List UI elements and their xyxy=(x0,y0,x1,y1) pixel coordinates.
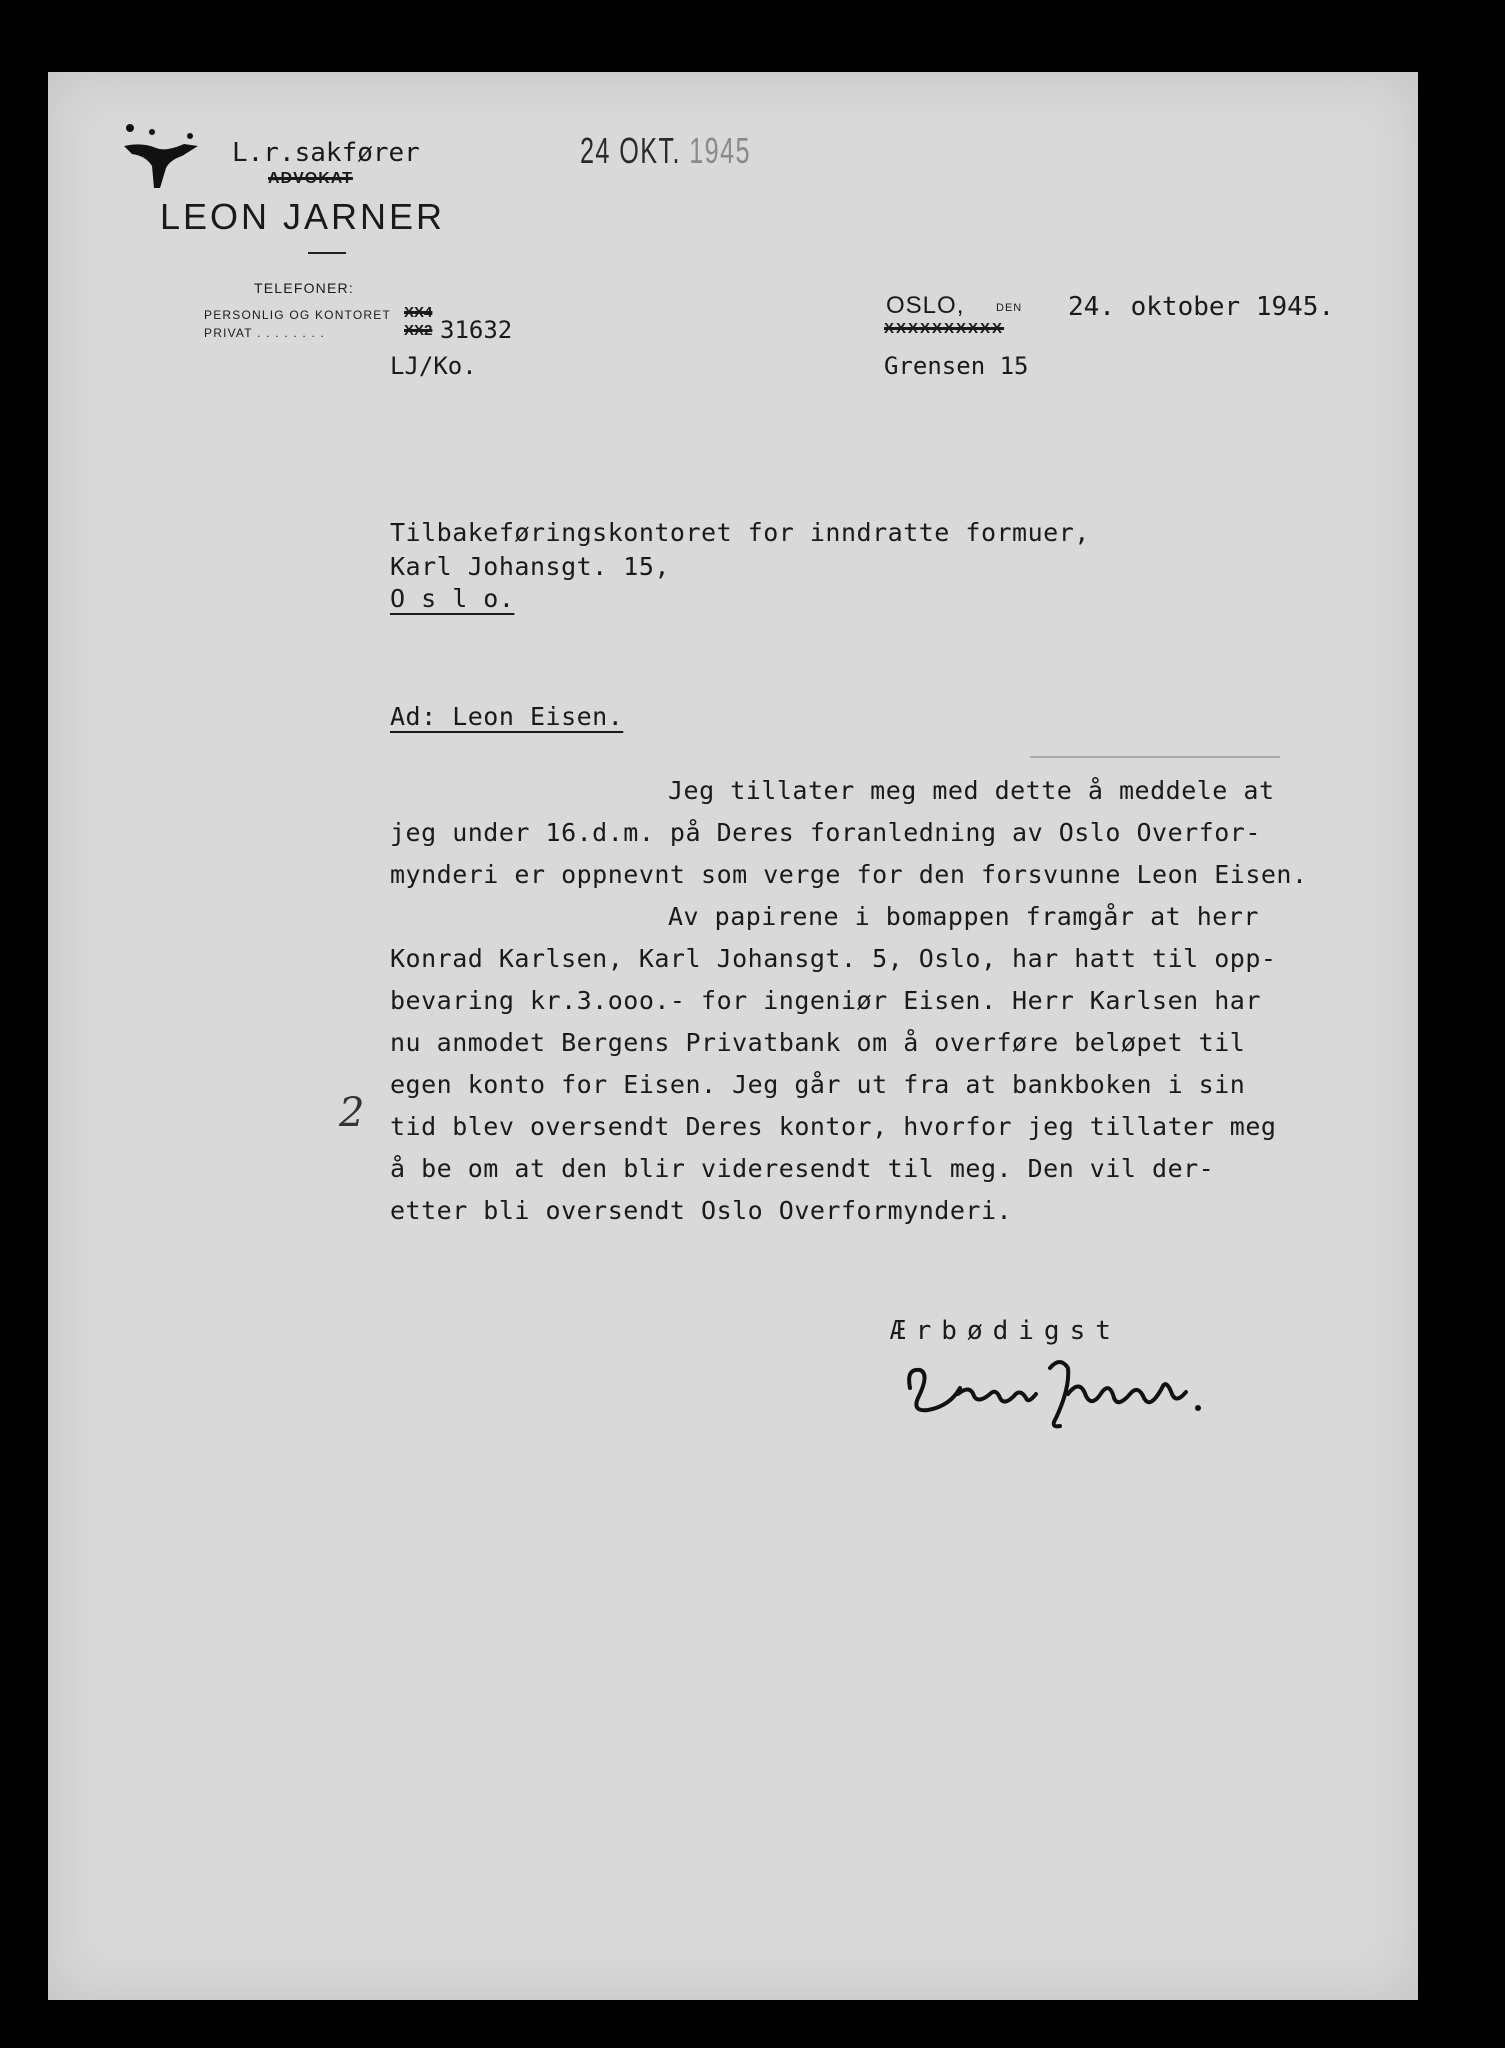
reference-code: LJ/Ko. xyxy=(390,352,477,380)
body-line-5: Konrad Karlsen, Karl Johansgt. 5, Oslo, har hatt til opp- xyxy=(390,944,1277,973)
phone-private-struck: XX2 xyxy=(404,322,433,339)
body-line-4: Av papirene i bomappen framgår at herr xyxy=(668,902,1259,931)
closing-text: Ærbødigst xyxy=(890,1316,1121,1346)
body-line-10: å be om at den blir videresendt til meg. Den vil der- xyxy=(390,1154,1215,1183)
place-den: DEN xyxy=(996,302,1023,314)
recipient-line-3: O s l o. xyxy=(390,584,515,613)
phone-office-label: PERSONLIG OG KONTORET xyxy=(204,308,392,322)
body-line-1: Jeg tillater meg med dette å meddele at xyxy=(668,776,1275,805)
letterhead-divider xyxy=(308,252,346,254)
subject-line: Ad: Leon Eisen. xyxy=(390,702,624,731)
signature-icon xyxy=(900,1348,1220,1438)
body-line-9: tid blev oversendt Deres kontor, hvorfor jeg tillater meg xyxy=(390,1112,1277,1141)
recipient-line-1: Tilbakeføringskontoret for inndratte formuer, xyxy=(390,518,1090,547)
letterhead-name: LEON JARNER xyxy=(160,196,446,237)
faint-dash-line xyxy=(1030,756,1280,758)
place-city: OSLO, xyxy=(886,292,965,319)
phone-number: 31632 xyxy=(440,316,513,344)
sender-address: Grensen 15 xyxy=(884,352,1029,380)
body-line-2: jeg under 16.d.m. på Deres foranledning av Oslo Overfor- xyxy=(390,818,1261,847)
recipient-line-2: Karl Johansgt. 15, xyxy=(390,552,670,581)
stamp-year: 1945 xyxy=(689,130,751,171)
phones-heading: TELEFONER: xyxy=(254,280,354,296)
margin-note-text: 2 xyxy=(339,1090,365,1136)
received-stamp xyxy=(580,130,751,172)
body-line-3: mynderi er oppnevnt som verge for den forsvunne Leon Eisen. xyxy=(390,860,1308,889)
letter-date: 24. oktober 1945. xyxy=(1068,292,1335,322)
stamp-date: 24 OKT. xyxy=(580,130,681,171)
phone-office-struck: XX4 xyxy=(404,304,433,321)
body-line-11: etter bli oversendt Oslo Overformynderi. xyxy=(390,1196,1013,1225)
place-struck-line: XXXXXXXXXX xyxy=(884,320,1005,337)
phone-private-label: PRIVAT . . . . . . . . xyxy=(204,326,326,340)
letterhead-title: L.r.sakfører xyxy=(232,138,420,168)
letterhead-struck-title: ADVOKAT xyxy=(268,170,353,187)
margin-note xyxy=(335,1090,380,1160)
letterhead-logo-icon xyxy=(122,122,202,192)
body-line-7: nu anmodet Bergens Privatbank om å overføre beløpet til xyxy=(390,1028,1246,1057)
body-line-6: bevaring kr.3.ooo.- for ingeniør Eisen. Herr Karlsen har xyxy=(390,986,1261,1015)
body-line-8: egen konto for Eisen. Jeg går ut fra at bankboken i sin xyxy=(390,1070,1246,1099)
